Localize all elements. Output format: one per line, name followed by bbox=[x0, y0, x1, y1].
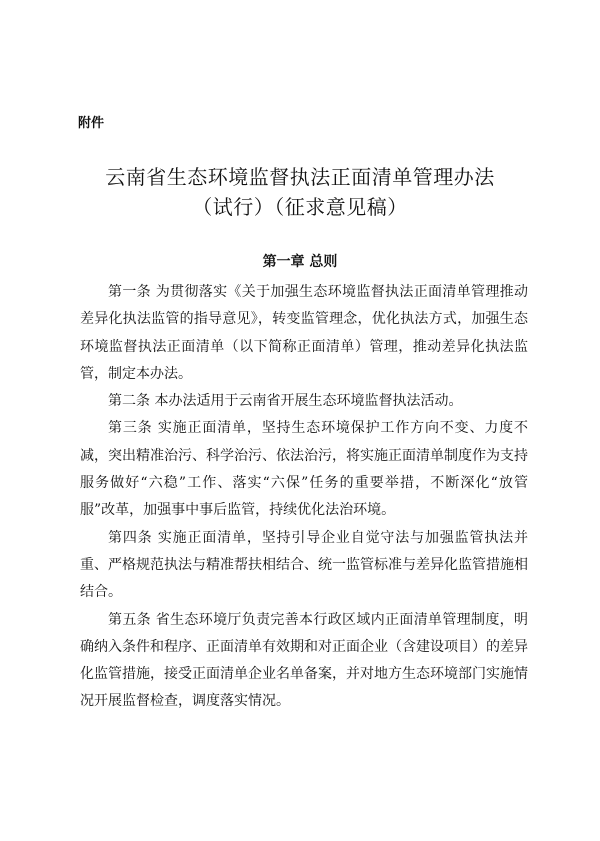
document-subtitle: （试行）（征求意见稿） bbox=[192, 195, 408, 219]
document-body bbox=[80, 279, 528, 716]
chapter-heading: 第一章 总则 bbox=[262, 254, 338, 270]
article-3: 第三条 实施正面清单，坚持生态环境保护工作方向不变、力度不减，突出精准治污、科学治污、依法治污，将实施正面清单制度作为支持服务做好“六稳”工作、落实“六保”任务的重要举措，不断深化“放管服”改革，加强事中事后监管，持续优化法治环境。 bbox=[80, 420, 528, 519]
article-5: 第五条 省生态环境厅负责完善本行政区域内正面清单管理制度，明确纳入条件和程序、正面清单有效期和对正面企业（含建设项目）的差异化监管措施，接受正面清单企业名单备案，并对地方生态环境部门实施情况开展监督检查，调度落实情况。 bbox=[80, 611, 528, 710]
attachment-label: 附件 bbox=[78, 116, 105, 131]
document-title: 云南省生态环境监督执法正面清单管理办法 bbox=[105, 165, 495, 189]
article-2: 第二条 本办法适用于云南省开展生态环境监督执法活动。 bbox=[108, 393, 463, 410]
article-4: 第四条 实施正面清单，坚持引导企业自觉守法与加强监管执法并重、严格规范执法与精准帮扶相结合、统一监管标准与差异化监管措施相结合。 bbox=[80, 529, 528, 601]
article-1: 第一条 为贯彻落实《关于加强生态环境监督执法正面清单管理推动差异化执法监管的指导意见》，转变监管理念，优化执法方式，加强生态环境监督执法正面清单（以下简称正面清单）管理，推动差异化执法监管，制定本办法。 bbox=[80, 284, 528, 382]
